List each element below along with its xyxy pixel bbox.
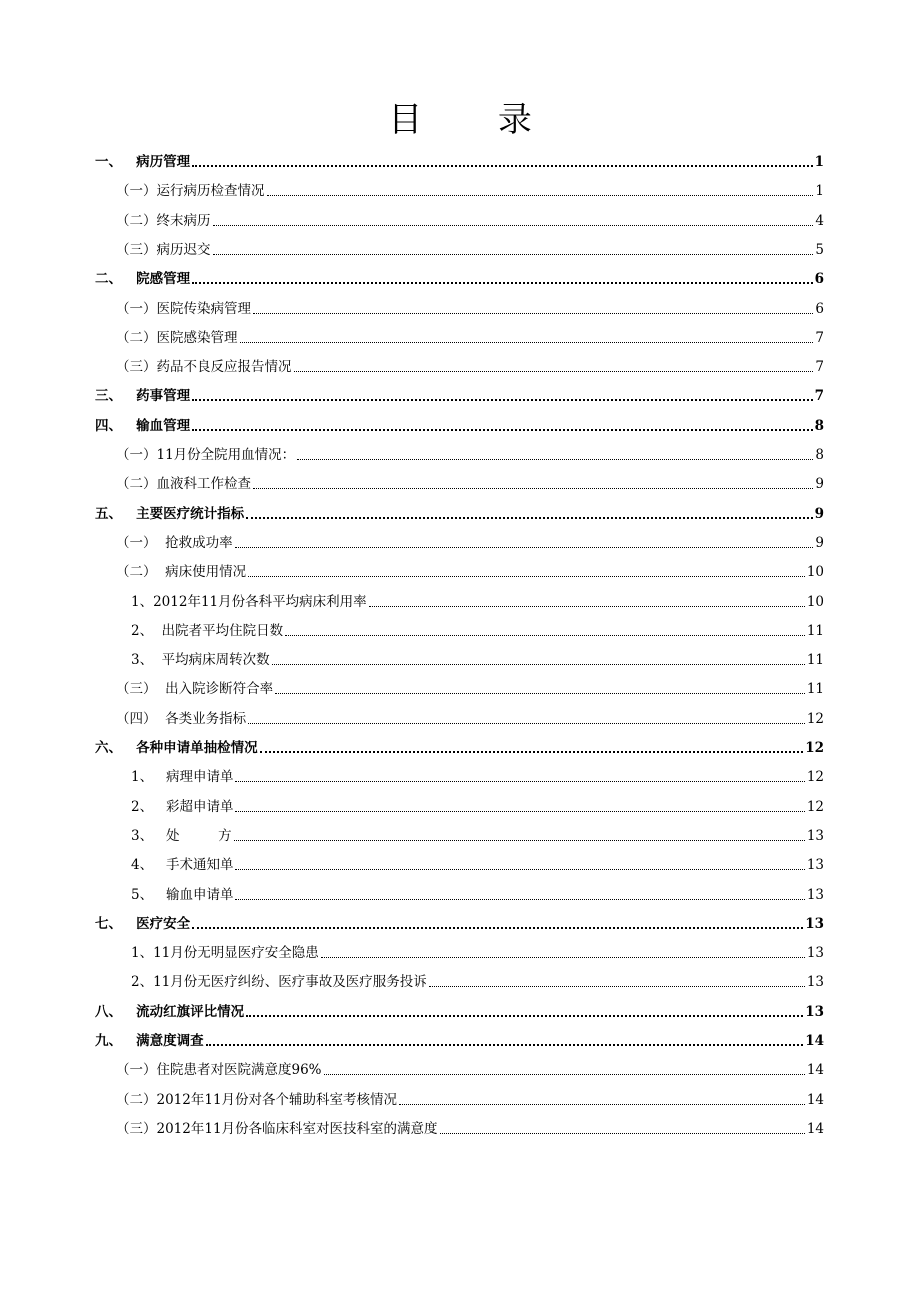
toc-entry-label: 八、 流动红旗评比情况 — [95, 1003, 245, 1020]
toc-entry-label: 六、 各种申请单抽检情况 — [95, 740, 258, 756]
toc-entry-page: 9 — [815, 476, 824, 493]
toc-entry-label: （二）医院感染管理 — [116, 329, 238, 346]
toc-entry-label: 2、11月份无医疗纠纷、医疗事故及医疗服务投诉 — [131, 974, 427, 991]
toc-entry-page: 14 — [805, 1033, 824, 1049]
toc-entry-page: 12 — [806, 798, 824, 815]
toc-entry-label: 1、 病理申请单 — [131, 769, 234, 786]
toc-leader-dots — [235, 546, 814, 548]
toc-entry-page: 8 — [815, 447, 824, 463]
toc-entry[interactable] — [0, 494, 920, 523]
toc-entry[interactable] — [0, 171, 920, 200]
toc-entry-page: 4 — [815, 212, 824, 229]
toc-entry-label: （一）运行病历检查情况 — [116, 183, 265, 200]
toc-entry-label: （二）2012年11月份对各个辅助科室考核情况 — [116, 1091, 398, 1108]
toc-leader-dots — [285, 634, 805, 636]
toc-leader-dots — [253, 487, 813, 489]
toc-entry-label: 四、 输血管理 — [95, 417, 191, 434]
toc-entry-page: 9 — [814, 505, 824, 522]
toc-entry-label: （三） 出入院诊断符合率 — [116, 681, 274, 698]
toc-entry-label: 4、 手术通知单 — [131, 857, 234, 874]
toc-entry[interactable] — [0, 201, 920, 230]
toc-entry-label: 2、 出院者平均住院日数 — [131, 622, 284, 639]
toc-entry-page: 8 — [814, 417, 824, 434]
toc-leader-dots — [235, 898, 804, 900]
toc-entry-page: 11 — [806, 622, 824, 639]
toc-leader-dots — [235, 780, 804, 782]
toc-leader-dots — [260, 750, 804, 753]
toc-entry-page: 10 — [806, 593, 824, 610]
toc-entry-page: 6 — [815, 300, 824, 317]
toc-entry-label: 1、11月份无明显医疗安全隐患 — [131, 945, 319, 962]
toc-entry-page: 7 — [815, 359, 824, 376]
toc-entry-label: 2、 彩超申请单 — [131, 798, 234, 815]
toc-entry[interactable] — [0, 464, 920, 493]
toc-leader-dots — [192, 398, 812, 401]
toc-entry[interactable] — [0, 1021, 920, 1050]
toc-entry[interactable] — [0, 875, 920, 904]
toc-entry-label: （一）住院患者对医院满意度96% — [116, 1062, 322, 1079]
toc-leader-dots — [192, 428, 812, 431]
toc-entry-label: 七、 医疗安全 — [95, 915, 191, 932]
toc-leader-dots — [429, 985, 805, 987]
toc-entry-page: 11 — [806, 652, 824, 669]
toc-entry-page: 13 — [806, 827, 824, 844]
toc-entry-label: 5、 输血申请单 — [131, 886, 234, 903]
toc-entry-label: 二、 院感管理 — [95, 271, 191, 288]
toc-leader-dots — [234, 839, 805, 841]
toc-entry[interactable] — [0, 1109, 920, 1138]
toc-entry-page: 13 — [806, 886, 824, 903]
toc-entry-label: （二）血液科工作检查 — [116, 476, 251, 493]
toc-entry-page: 14 — [806, 1091, 824, 1108]
toc-leader-dots — [235, 810, 804, 812]
toc-leader-dots — [235, 868, 804, 870]
toc-leader-dots — [248, 722, 805, 724]
toc-entry[interactable] — [0, 611, 920, 640]
toc-leader-dots — [267, 194, 814, 196]
toc-leader-dots — [240, 341, 814, 343]
title-char-1: 目 — [388, 100, 423, 140]
toc-entry-page: 12 — [806, 710, 824, 727]
toc-entry-page: 9 — [815, 534, 824, 551]
toc-entry[interactable] — [0, 259, 920, 288]
toc-entry-label: 五、 主要医疗统计指标 — [95, 505, 245, 522]
toc-entry-page: 7 — [815, 329, 824, 346]
toc-leader-dots — [399, 1103, 805, 1105]
toc-leader-dots — [246, 516, 812, 519]
toc-entry-page: 5 — [815, 241, 824, 258]
toc-entry-page: 14 — [806, 1062, 824, 1079]
toc-entry-label: （三）2012年11月份各临床科室对医技科室的满意度 — [116, 1120, 438, 1137]
toc-entry[interactable] — [0, 640, 920, 669]
toc-leader-dots — [297, 458, 813, 460]
toc-entry[interactable] — [0, 699, 920, 728]
toc-entry[interactable] — [0, 318, 920, 347]
toc-entry-page: 13 — [805, 915, 824, 932]
toc-entry-label: （四） 各类业务指标 — [116, 710, 247, 727]
toc-entry-page: 1 — [814, 154, 824, 170]
toc-leader-dots — [248, 575, 805, 577]
toc-leader-dots — [272, 663, 805, 665]
toc-entry-label: 3、 处 方 — [131, 827, 232, 844]
toc-leader-dots — [253, 312, 813, 314]
toc-entry-page: 13 — [805, 1003, 824, 1020]
toc-entry[interactable] — [0, 523, 920, 552]
toc-entry[interactable] — [0, 552, 920, 581]
toc-leader-dots — [213, 224, 814, 226]
title-char-2: 录 — [497, 100, 532, 140]
toc-entry[interactable] — [0, 347, 920, 376]
toc-entry-label: （一）11月份全院用血情况： — [116, 447, 296, 463]
toc-entry[interactable] — [0, 757, 920, 786]
toc-entry-page: 6 — [814, 271, 824, 288]
toc-entry[interactable] — [0, 230, 920, 259]
toc-entry[interactable] — [0, 669, 920, 698]
toc-entry-label: 1、2012年11月份各科平均病床利用率 — [131, 593, 367, 610]
toc-entry[interactable] — [0, 1080, 920, 1109]
toc-entry-label: 三、 药事管理 — [95, 388, 191, 405]
toc-leader-dots — [206, 1043, 804, 1046]
toc-entry-label: 一、 病历管理 — [95, 154, 191, 170]
toc-entry[interactable] — [0, 435, 920, 464]
toc-leader-dots — [246, 1014, 803, 1017]
toc-leader-dots — [192, 164, 812, 167]
toc-leader-dots — [192, 281, 812, 284]
page-title — [0, 92, 920, 141]
toc-leader-dots — [275, 692, 805, 694]
toc-entry[interactable] — [0, 816, 920, 845]
toc-entry-label: 3、 平均病床周转次数 — [131, 652, 270, 669]
toc-entry-label: （二） 病床使用情况 — [116, 564, 247, 581]
toc-entry[interactable] — [0, 904, 920, 933]
toc-entry-label: （一）医院传染病管理 — [116, 300, 251, 317]
toc-entry[interactable] — [0, 406, 920, 435]
toc-entry-label: （三）病历迟交 — [116, 241, 211, 258]
toc-entry[interactable] — [0, 787, 920, 816]
toc-leader-dots — [294, 370, 814, 372]
toc-entry[interactable] — [0, 376, 920, 405]
toc-entry-page: 12 — [806, 769, 824, 786]
toc-entry-label: （一） 抢救成功率 — [116, 534, 233, 551]
toc-entry[interactable] — [0, 142, 920, 171]
toc-entry[interactable] — [0, 728, 920, 757]
toc-entry-page: 10 — [806, 564, 824, 581]
toc-leader-dots — [192, 926, 803, 929]
toc-leader-dots — [321, 956, 805, 958]
toc-entry-page: 13 — [806, 974, 824, 991]
toc-entry-page: 14 — [806, 1120, 824, 1137]
toc-entry[interactable] — [0, 962, 920, 991]
toc-entry-label: 九、 满意度调查 — [95, 1033, 204, 1049]
toc-entry[interactable] — [0, 582, 920, 611]
toc-entry-page: 13 — [806, 857, 824, 874]
toc-entry-page: 12 — [805, 740, 824, 756]
toc-entry[interactable] — [0, 1050, 920, 1079]
toc-entry[interactable] — [0, 289, 920, 318]
toc-entry-label: （二）终末病历 — [116, 212, 211, 229]
toc-entry-page: 7 — [814, 388, 824, 405]
toc-leader-dots — [324, 1073, 805, 1075]
toc-entry[interactable] — [0, 933, 920, 962]
toc-entry-label: （三）药品不良反应报告情况 — [116, 359, 292, 376]
toc-entry[interactable] — [0, 845, 920, 874]
toc-entry-page: 11 — [806, 681, 824, 698]
toc-entry-page: 13 — [806, 945, 824, 962]
toc-entry-page: 1 — [815, 183, 824, 200]
toc-leader-dots — [369, 605, 805, 607]
toc-leader-dots — [213, 253, 814, 255]
toc-entry[interactable] — [0, 992, 920, 1021]
toc-leader-dots — [440, 1132, 805, 1134]
